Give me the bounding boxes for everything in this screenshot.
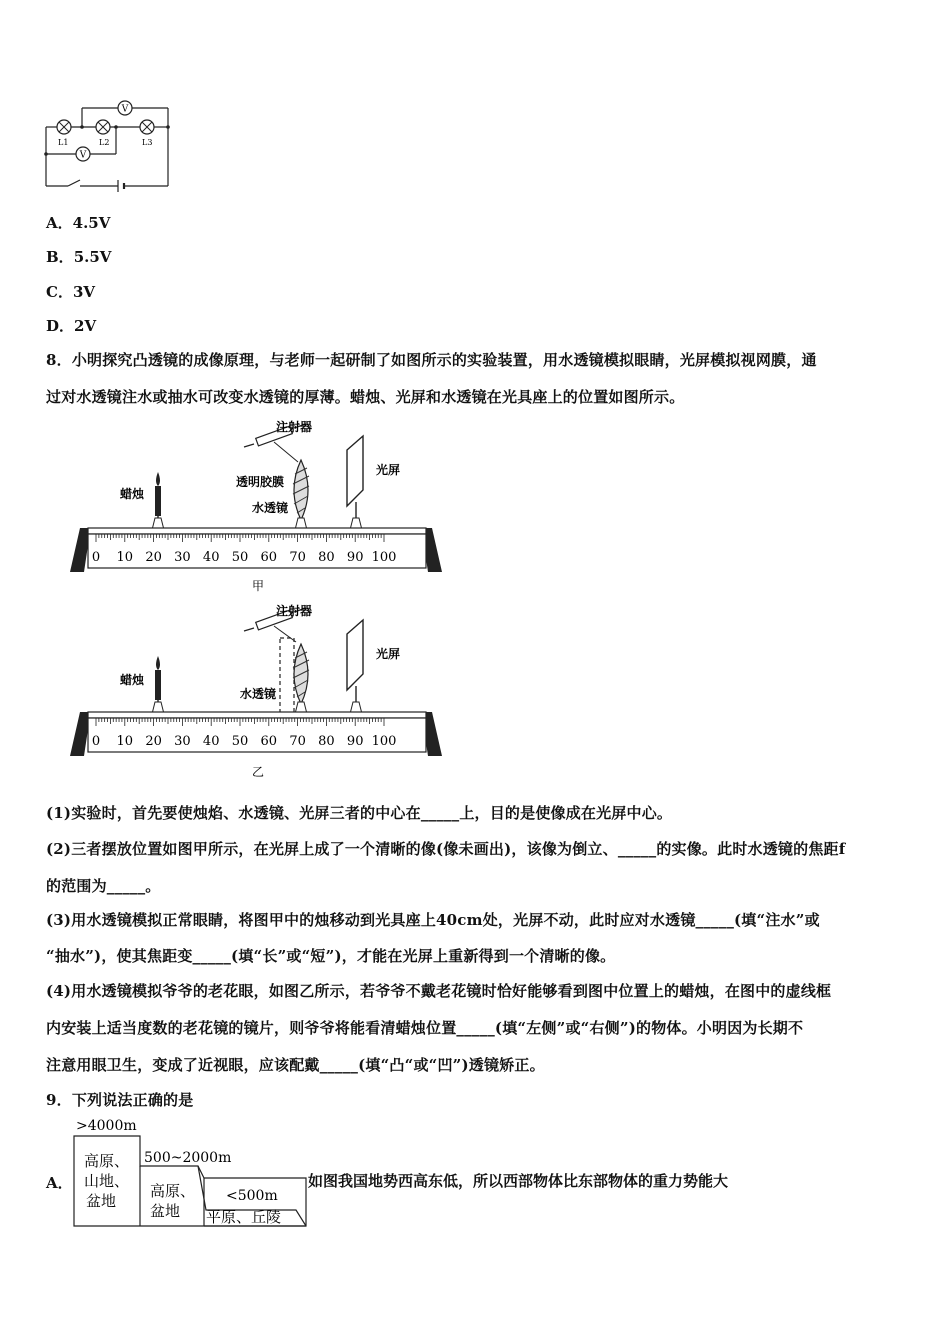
label-syringe-b: 注射器 [276,604,313,618]
terrain-high-alt: >4000m [76,1118,137,1134]
terrain-low-alt: <500m [226,1188,278,1204]
lamp-l1 [57,120,71,134]
q8-sub4-line-3: 注意用眼卫生，变成了近视眼，应该配戴_____(填“凸“或“凹”)透镜矫正。 [46,1056,545,1074]
voltmeter-bottom [76,147,90,161]
q9-option-a-text[interactable]: 如图我国地势西高东低，所以西部物体比东部物体的重力势能大 [308,1172,729,1190]
ruler-tick-label: 60 [260,550,278,565]
svg-text:V: V [121,104,129,115]
q8-sub3-line-2: “抽水”)，使其焦距变_____(填“长”或“短”)，才能在光屏上重新得到一个清晰的像。 [46,947,616,965]
lamp-label-l3: L3 [142,138,153,147]
label-syringe: 注射器 [276,420,313,434]
label-lens: 水透镜 [252,501,289,515]
dashed-frame [280,638,294,714]
ruler-tick-label: 30 [174,734,191,749]
ruler-tick-label: 90 [346,550,364,565]
lamp-label-l1: L1 [58,138,69,147]
ruler-tick-label: 80 [318,734,335,749]
ruler-tick-label: 20 [145,734,162,749]
svg-text:V: V [79,150,87,161]
q8-sub1: (1)实验时，首先要使烛焰、水透镜、光屏三者的中心在_____上，目的是使像成在光屏中心。 [46,804,673,822]
ruler-tick-label: 60 [260,734,278,749]
ruler-tick-label: 40 [202,734,220,749]
terrain-mid-alt: 500~2000m [144,1150,232,1166]
q8-sub2-line-2: 的范围为_____。 [46,877,161,895]
label-screen-b: 光屏 [376,647,401,661]
label-candle-b: 蜡烛 [120,673,145,687]
terrain-diagram [70,1114,310,1230]
terrain-high-zone-1: 高原、 [84,1152,130,1170]
ruler-tick-label: 100 [371,734,397,749]
caption-jia: 甲 [252,579,265,593]
water-lens-icon [293,644,309,714]
ruler-tick-label: 0 [91,734,101,749]
terrain-mid-zone-1: 高原、 [150,1182,196,1200]
ruler-tick-label: 30 [174,550,191,565]
q8-sub4-line-1: (4)用水透镜模拟爷爷的老花眼，如图乙所示，若爷爷不戴老花镜时恰好能够看到图中位置上的蜡烛，在图中的虚线框 [46,982,832,1000]
ruler-tick-label: 40 [202,550,220,565]
ruler-tick-label: 50 [231,734,249,749]
optical-bench [70,712,442,756]
figure-b-optical-bench [66,598,446,780]
label-candle: 蜡烛 [120,487,145,501]
q7-option-c[interactable]: C．3V [46,283,96,301]
light-screen-icon [347,436,363,530]
caption-yi: 乙 [252,765,265,779]
optical-bench [70,528,442,572]
q9-stem: 9．下列说法正确的是 [46,1091,194,1109]
label-screen: 光屏 [376,463,401,477]
lamp-l3 [140,120,154,134]
ruler-tick-label: 0 [91,550,101,565]
circuit-diagram [40,96,175,192]
lamp-l2 [96,120,110,134]
ruler-tick-label: 70 [289,734,306,749]
candle-icon [152,472,164,530]
terrain-high-zone-3: 盆地 [86,1192,117,1210]
voltmeter-top [118,101,132,115]
terrain-high-zone-2: 山地、 [84,1172,130,1190]
q9-option-a-label[interactable]: A． [46,1174,73,1192]
figure-a-optical-bench [66,414,446,596]
q7-option-b[interactable]: B．5.5V [46,248,112,266]
q8-sub2-line-1: (2)三者摆放位置如图甲所示，在光屏上成了一个清晰的像(像未画出)，该像为倒立、_____的实像。此时水透镜的焦距f [46,840,846,858]
q8-sub3-line-1: (3)用水透镜模拟正常眼睛，将图甲中的烛移动到光具座上40cm处，光屏不动，此时应对水透镜_____(填“注水”或 [46,911,820,929]
ruler-tick-label: 80 [318,550,335,565]
q8-stem-line-1: 8．小明探究凸透镜的成像原理，与老师一起研制了如图所示的实验装置，用水透镜模拟眼睛，光屏模拟视网膜，通 [46,351,817,369]
q7-option-a[interactable]: A．4.5V [46,214,111,232]
ruler-tick-label: 50 [231,550,249,565]
ruler-tick-label: 70 [289,550,306,565]
lamp-label-l2: L2 [99,138,110,147]
terrain-mid-zone-2: 盆地 [150,1202,181,1220]
ruler-tick-label: 90 [346,734,364,749]
ruler-tick-label: 10 [116,550,134,565]
water-lens-icon [293,460,309,530]
terrain-low-zone: 平原、丘陵 [206,1208,282,1226]
candle-icon [152,656,164,714]
q8-sub4-line-2: 内安装上适当度数的老花镜的镜片，则爷爷将能看清蜡烛位置_____(填“左侧”或“右侧”)的物体。小明因为长期不 [46,1019,804,1037]
ruler-tick-label: 100 [371,550,397,565]
ruler-tick-label: 20 [145,550,162,565]
ruler-tick-label: 10 [116,734,134,749]
q7-option-d[interactable]: D．2V [46,317,97,335]
label-film: 透明胶膜 [236,475,285,489]
q8-stem-line-2: 过对水透镜注水或抽水可改变水透镜的厚薄。蜡烛、光屏和水透镜在光具座上的位置如图所示。 [46,388,685,406]
light-screen-icon [347,620,363,714]
label-lens-b: 水透镜 [240,687,277,701]
